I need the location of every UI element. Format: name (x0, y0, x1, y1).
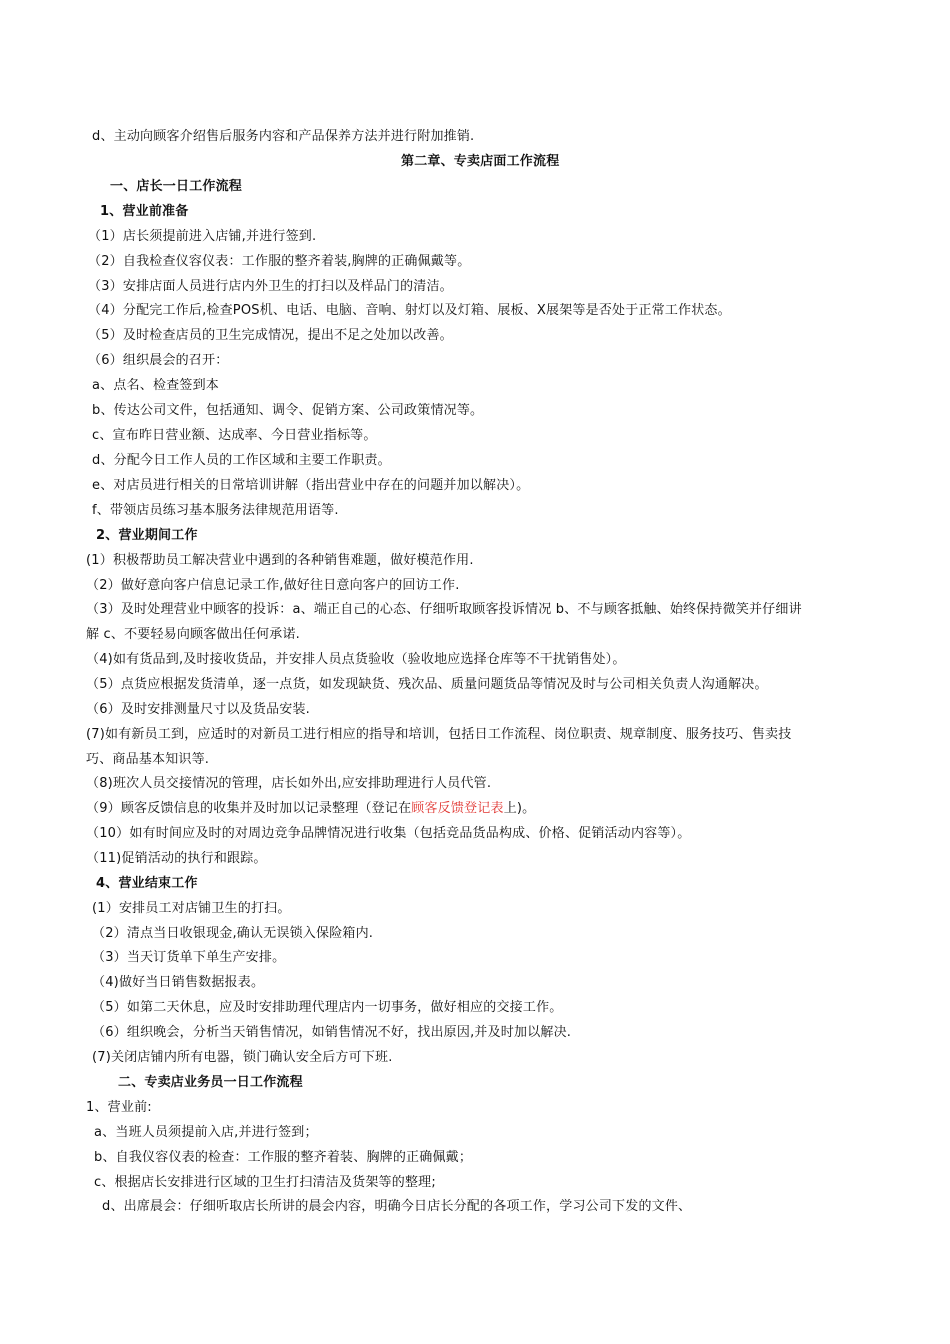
list-item: （4）分配完工作后,检查POS机、电话、电脑、音响、射灯以及灯箱、展板、X展架等是否处于正常工作状态。 (88, 303, 731, 318)
list-item: （5）如第二天休息，应及时安排助理代理店内一切事务，做好相应的交接工作。 (92, 1000, 563, 1015)
list-item: b、传达公司文件，包括通知、调令、促销方案、公司政策情况等。 (92, 403, 484, 418)
list-item: （4)做好当日销售数据报表。 (92, 975, 265, 990)
list-item: a、点名、检查签到本 (92, 378, 219, 393)
list-item: d、分配今日工作人员的工作区域和主要工作职责。 (92, 453, 391, 468)
list-item: (7)如有新员工到，应适时的对新员工进行相应的指导和培训，包括日工作流程、岗位职责、规章制度、服务技巧、售卖技 (86, 727, 792, 742)
list-item: （1）店长须提前进入店铺,并进行签到. (88, 229, 317, 244)
list-item: （2）做好意向客户信息记录工作,做好往日意向客户的回访工作. (86, 578, 460, 593)
section-title-salesperson: 二、专卖店业务员一日工作流程 (118, 1075, 303, 1090)
list-item: （5）及时检查店员的卫生完成情况，提出不足之处加以改善。 (88, 328, 453, 343)
list-item: （6）组织晚会，分析当天销售情况，如销售情况不好，找出原因,并及时加以解决. (92, 1025, 572, 1040)
list-item-continuation: 巧、商品基本知识等. (86, 752, 210, 767)
list-item-continuation: 解 c、不要轻易向顾客做出任何承诺. (86, 627, 301, 642)
list-item: (1）安排员工对店铺卫生的打扫。 (92, 901, 291, 916)
intro-item-d: d、主动向顾客介绍售后服务内容和产品保养方法并进行附加推销. (92, 129, 475, 144)
subsection-title-before-opening: 1、营业前: (86, 1100, 152, 1115)
list-item: e、对店员进行相关的日常培训讲解（指出营业中存在的问题并加以解决）。 (92, 478, 530, 493)
list-item: c、宣布昨日营业额、达成率、今日营业指标等。 (92, 428, 377, 443)
list-item: f、带领店员练习基本服务法律规范用语等. (92, 503, 339, 518)
list-item: c、根据店长安排进行区域的卫生打扫清洁及货架等的整理; (94, 1175, 436, 1190)
list-item: （4)如有货品到,及时接收货品，并安排人员点货验收（验收地应选择仓库等不干扰销售处）。 (86, 652, 626, 667)
subsection-title-closing: 4、营业结束工作 (96, 876, 198, 891)
list-item: （10）如有时间应及时的对周边竞争品牌情况进行收集（包括竞品货品构成、价格、促销活动内容等）。 (86, 826, 691, 841)
list-item: a、当班人员须提前入店,并进行签到； (94, 1125, 318, 1140)
list-item: (7)关闭店铺内所有电器，锁门确认安全后方可下班. (92, 1050, 393, 1065)
list-item (86, 800, 535, 818)
highlighted-form-name: 顾客反馈登记表 (411, 801, 504, 816)
section-title-manager: 一、店长一日工作流程 (110, 179, 243, 194)
list-item-text: （9）顾客反馈信息的收集并及时加以记录整理（登记在 (86, 801, 412, 816)
list-item: （2）清点当日收银现金,确认无误锁入保险箱内. (92, 926, 374, 941)
list-item: （3）当天订货单下单生产安排。 (92, 950, 286, 965)
list-item: b、自我仪容仪表的检查：工作服的整齐着装、胸牌的正确佩戴； (94, 1150, 473, 1165)
list-item: （6）及时安排测量尺寸以及货品安装. (86, 702, 311, 717)
subsection-title-pre-opening: 1、营业前准备 (100, 204, 189, 219)
list-item: （8)班次人员交接情况的管理，店长如外出,应安排助理进行人员代管. (86, 776, 492, 791)
list-item-text: 上)。 (503, 801, 536, 816)
chapter-title: 第二章、专卖店面工作流程 (401, 154, 560, 169)
list-item: （5）点货应根据发货清单，逐一点货，如发现缺货、残次品、质量问题货品等情况及时与公司相关负责人沟通解决。 (86, 677, 768, 692)
list-item: （3）及时处理营业中顾客的投诉：a、端正自己的心态、仔细听取顾客投诉情况 b、不与顾客抵触、始终保持微笑并仔细讲 (86, 602, 802, 617)
list-item: d、出席晨会：仔细听取店长所讲的晨会内容，明确今日店长分配的各项工作，学习公司下发的文件、 (102, 1199, 692, 1214)
list-item: （2）自我检查仪容仪表：工作服的整齐着装,胸牌的正确佩戴等。 (88, 254, 471, 269)
list-item: (1）积极帮助员工解决营业中遇到的各种销售难题，做好模范作用. (86, 553, 474, 568)
list-item: （11)促销活动的执行和跟踪。 (86, 851, 267, 866)
list-item: （3）安排店面人员进行店内外卫生的打扫以及样品门的清洁。 (88, 279, 453, 294)
subsection-title-business-hours: 2、营业期间工作 (96, 528, 198, 543)
list-item: （6）组织晨会的召开： (88, 353, 229, 368)
